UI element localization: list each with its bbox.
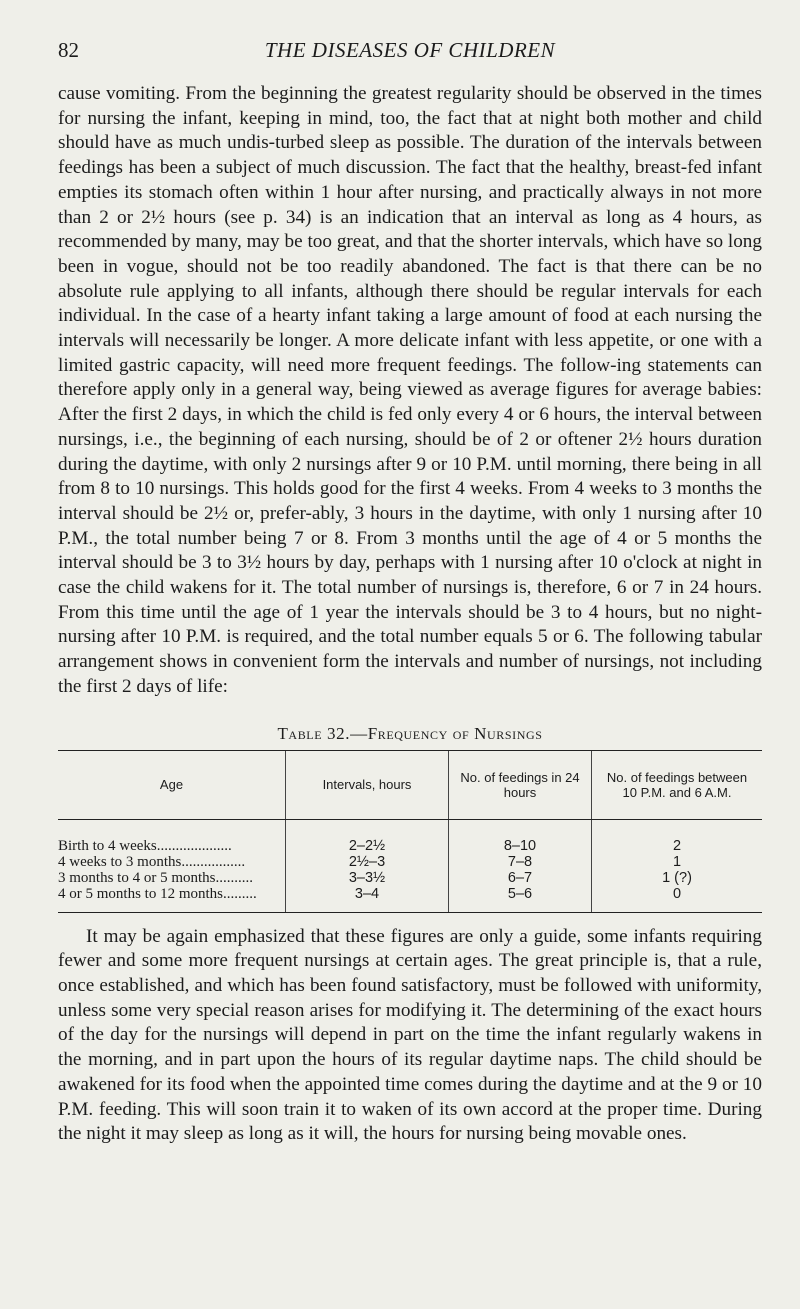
table-row <box>58 870 762 886</box>
feedings-cell: 8–10 <box>449 819 592 854</box>
age-cell: Birth to 4 weeks.................... <box>58 837 232 854</box>
body-paragraph-1: cause vomiting. From the beginning the greatest regularity should be observed in the times for nursing the infant, keeping in mind, too, the fact that at night both mother and child should have as much undis-turbed sleep as possible. The duration of the intervals between feedings has been a subject of much discussion. The fact that the healthy, breast-fed infant empties its stomach often within 1 hour after nursing, and practically always in not more than 2 or 2½ hours (see p. 34) is an indication that an interval as long as 4 hours, as recommended by many, may be too great, and that the shorter intervals, which have so long been in vogue, should not be too readily abandoned. The fact is that there can be no absolute rule applying to all infants, although there should be regular intervals for each individual. In the case of a hearty infant taking a large amount of food at each nursing the intervals will necessarily be longer. A more delicate infant with less appetite, or one with a limited gastric capacity, will need more frequent feedings. The follow-ing statements can therefore apply only in a general way, being viewed as average figures for average babies: After the first 2 days, in which the child is fed only every 4 or 6 hours, the interval between nursings, i.e., the beginning of each nursing, should be of 2 or oftener 2½ hours duration during the daytime, with only 2 nursings after 9 or 10 P.M. until morning, there being in all from 8 to 10 nursings. This holds good for the first 4 weeks. From 4 weeks to 3 months the interval should be 2½ or, prefer-ably, 3 hours in the daytime, with only 1 nursing after 10 P.M., the total number being 7 or 8. From 3 months until the age of 4 or 5 months the interval should be 3 to 3½ hours by day, perhaps with 1 nursing after 10 o'clock at night in case the child wakens for it. The total number of nursings is, therefore, 6 or 7 in 24 hours. From this time until the age of 1 year the intervals should be 3 to 4 hours, but no night-nursing after 10 P.M. is required, and the total number equals 5 or 6. The following tabular arrangement shows in convenient form the intervals and number of nursings, not including the first 2 days of life: <box>58 83 762 697</box>
interval-cell: 3–3½ <box>286 870 449 886</box>
table-row <box>58 854 762 870</box>
age-cell: 4 weeks to 3 months................. <box>58 853 246 870</box>
night-feedings-cell: 1 (?) <box>592 870 763 886</box>
interval-cell: 3–4 <box>286 886 449 913</box>
column-header-feedings-24h: No. of feedings in 24 hours <box>449 750 592 819</box>
column-header-age: Age <box>58 750 286 819</box>
table-row <box>58 886 762 913</box>
interval-cell: 2–2½ <box>286 819 449 854</box>
age-cell: 3 months to 4 or 5 months.......... <box>58 869 254 886</box>
column-header-night-feedings: No. of feedings between 10 P.M. and 6 A.M. <box>592 750 763 819</box>
page-header <box>58 38 762 68</box>
table-title <box>58 724 762 744</box>
body-paragraph-2: It may be again emphasized that these figures are only a guide, some infants requiring fewer and some more frequent nursings at certain ages. The great principle is, that a rule, once established, and which has been found satisfactory, must be followed with uniformity, unless some very special reason arises for modifying it. The determining of the exact hours of the day for the nursings will depend in part on the time the infant regularly wakens in the morning, and in part upon the hours of its regular daytime naps. The child should be awakened for its food when the appointed time comes during the daytime and at the 9 or 10 P.M. feeding. This will soon train it to waken of its own accord at the proper time. During the night it may sleep as long as it will, the hours for nursing being movable ones. <box>58 925 762 1145</box>
feedings-cell: 6–7 <box>449 870 592 886</box>
table-title-dash: — <box>350 723 368 743</box>
book-page <box>58 38 762 1147</box>
night-feedings-cell: 0 <box>592 886 763 913</box>
table-number: Table 32. <box>277 723 351 743</box>
table-row <box>58 819 762 854</box>
table-caption: Frequency of Nursings <box>367 723 543 743</box>
page-number: 82 <box>58 38 79 62</box>
column-header-intervals: Intervals, hours <box>286 750 449 819</box>
table-header-row <box>58 750 762 819</box>
age-cell: 4 or 5 months to 12 months......... <box>58 886 286 913</box>
interval-cell: 2½–3 <box>286 854 449 870</box>
night-feedings-cell: 1 <box>592 854 763 870</box>
running-head: THE DISEASES OF CHILDREN <box>264 38 556 62</box>
night-feedings-cell: 2 <box>592 819 763 854</box>
frequency-of-nursings-table <box>58 750 762 913</box>
feedings-cell: 7–8 <box>449 854 592 870</box>
feedings-cell: 5–6 <box>449 886 592 913</box>
